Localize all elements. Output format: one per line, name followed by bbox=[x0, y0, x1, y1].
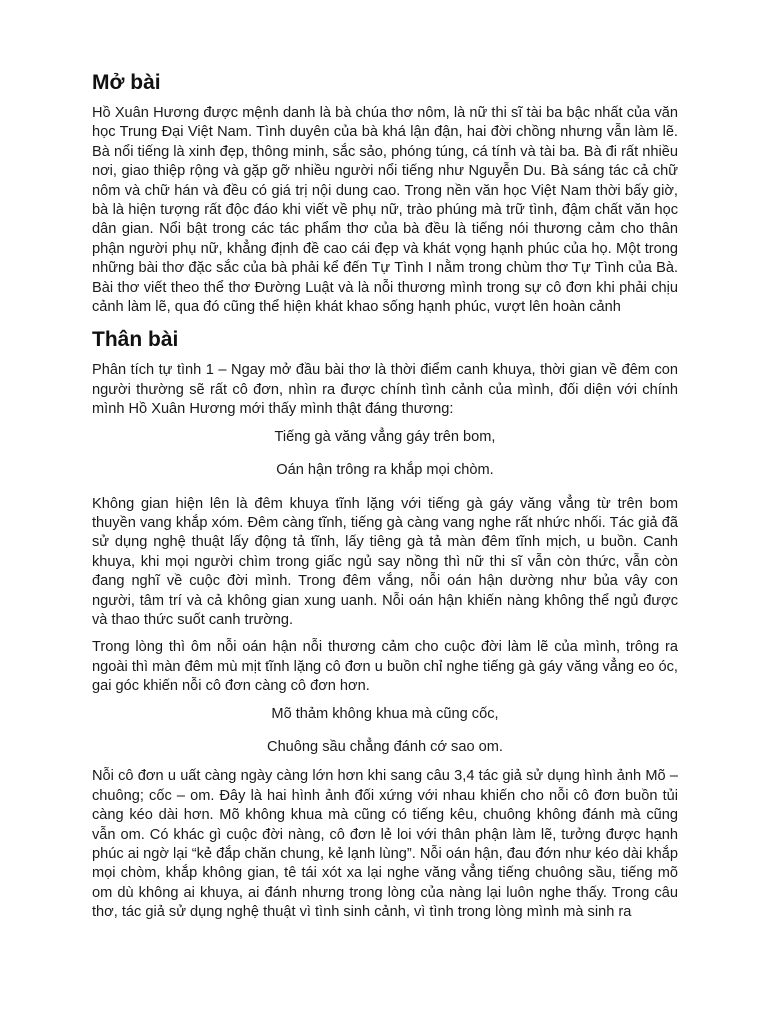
verse-line: Tiếng gà văng vẳng gáy trên bom, bbox=[274, 428, 496, 445]
heading-mo-bai: Mở bài bbox=[92, 71, 161, 94]
paragraph-mo-bai: Hồ Xuân Hương được mệnh danh là bà chúa thơ nôm, là nữ thi sĩ tài ba bậc nhất của văn học Trung Đại Việt Nam. Tình duyên của bà khá lận đận, hai đời chồng nhưng vẫn làm lẽ. Bà nổi tiếng là xinh đẹp, thông minh, sắc sảo, phóng túng, cá tính và tài ba. Bà đi rất nhiều nơi, giao thiệp rộng và gặp gỡ nhiều người nổi tiếng như Nguyễn Du. Bà sáng tác cả chữ nôm và chữ hán và đều có giá trị nội dung cao. Trong nền văn học Việt Nam thời bấy giờ, bà là hiện tượng rất độc đáo khi viết về phụ nữ, trào phúng mà trữ tình, đậm chất văn học dân gian. Nổi bật trong các tác phẩm thơ của bà đều là tiếng nói thương cảm cho thân phận người phụ nữ, khẳng định đề cao cái đẹp và khát vọng hạnh phúc của họ. Một trong những bài thơ đặc sắc của bà phải kể đến Tự Tình I nằm trong chùm thơ Tự Tình của Bà. Bài thơ viết theo thể thơ Đường Luật và là nỗi thương mình trong sự cô đơn khi phải chịu cảnh làm lẽ, qua đó cũng thể hiện khát khao sống hạnh phúc, vượt lên hoàn cảnh bbox=[92, 105, 678, 316]
verse-line: Mõ thảm không khua mà cũng cốc, bbox=[271, 705, 499, 722]
verse-line: Chuông sầu chẳng đánh cớ sao om. bbox=[267, 738, 503, 755]
paragraph-body: Nỗi cô đơn u uất càng ngày càng lớn hơn khi sang câu 3,4 tác giả sử dụng hình ảnh Mõ – chuông; cốc – om. Đây là hai hình ảnh đối xứng với nhau khiến cho nỗi cô đơn buồn tủi càng kéo dài hơn. Mõ không khua mà cũng có tiếng kêu, chuông không đánh mà cũng vẫn om. Có khác gì cuộc đời nàng, cô đơn lẻ loi với thân phận làm lẽ, tưởng được hạnh phúc ai ngờ lại “kẻ đắp chăn chung, kẻ lạnh lùng”. Nỗi oán hận, đau đớn như kéo dài khắp mọi chòm, khắp không gian, tê tái xót xa lại nghe văng vẳng tiếng chuông sầu, tiếng mõ om dù không ai khuya, ai đánh nhưng trong lòng của nàng lại luôn nghe thấy. Trong câu thơ, tác giả sử dụng nghệ thuật vì tình sinh cảnh, vì tình trong lòng mình mà sinh ra bbox=[92, 768, 678, 921]
paragraph-body: Trong lòng thì ôm nỗi oán hận nỗi thương cảm cho cuộc đời làm lẽ của mình, trông ra ngoài thì màn đêm mù mịt tĩnh lặng cô đơn u buồn chỉ nghe tiếng gà gáy văng vẳng eo óc, gai góc khiến nỗi cô đơn càng cô đơn hơn. bbox=[92, 639, 678, 695]
verse-line: Oán hận trông ra khắp mọi chòm. bbox=[276, 462, 494, 479]
paragraph-intro: Phân tích tự tình 1 – Ngay mở đầu bài thơ là thời điểm canh khuya, thời gian về đêm con người thường sẽ rất cô đơn, nhìn ra được chính tình cảnh của mình, đối diện với chính mình Hồ Xuân Hương mới thấy mình thật đáng thương: bbox=[92, 362, 678, 418]
heading-than-bai: Thân bài bbox=[92, 328, 179, 352]
paragraph-body: Không gian hiện lên là đêm khuya tĩnh lặng với tiếng gà gáy văng vẳng từ trên bom thuyền vang khắp xóm. Đêm càng tĩnh, tiếng gà càng vang nghe rất nhức nhối. Tác giả đã sử dụng nghệ thuật lấy động tả tĩnh, lấy tiêng gà tả màn đêm tĩnh mịch, u buồn. Canh khuya, khi mọi người chìm trong giấc ngủ say nồng thì nữ thi sĩ vẫn còn thức, vẫn còn đang nghĩ về cuộc đời mình. Trong đêm vắng, nỗi oán hận dường như bủa vây con người, tâm trí và cả không gian xung uanh. Nỗi oán hận khiến nàng không thể ngủ được và thao thức suốt canh trường. bbox=[92, 495, 678, 628]
document-page bbox=[92, 70, 678, 923]
